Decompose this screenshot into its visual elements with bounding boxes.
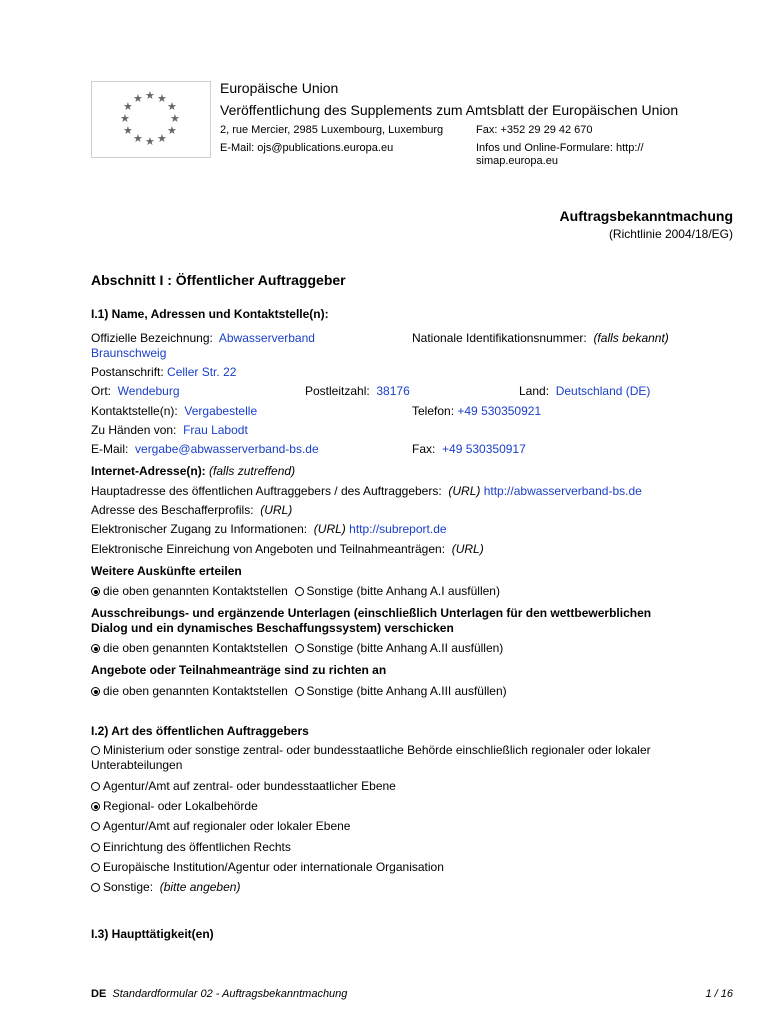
email-row (91, 442, 319, 456)
radio-empty-icon[interactable] (91, 883, 100, 892)
attn-row (91, 423, 248, 437)
radio-empty-icon[interactable] (91, 863, 100, 872)
i2-heading: I.2) Art des öffentlichen Auftraggebers (91, 724, 309, 738)
radio-empty-icon[interactable] (91, 822, 100, 831)
i3-heading: I.3) Haupttätigkeit(en) (91, 927, 214, 941)
docs-opt1-label: die oben genannten Kontaktstellen (103, 641, 288, 655)
star-icon: ★ (157, 133, 167, 145)
elec-submit-row (91, 542, 484, 556)
star-icon: ★ (157, 93, 167, 105)
header-email: E-Mail: ojs@publications.europa.eu (220, 142, 394, 154)
postal-row (91, 365, 236, 379)
buyer-profile-row (91, 503, 292, 517)
main-address-label: Hauptadresse des öffentlichen Auftraggebers / des Auftraggebers: (91, 484, 442, 498)
official-name-value-cont: Braunschweig (91, 346, 167, 360)
header-org: Europäische Union (220, 80, 339, 96)
type-opt1 (91, 743, 651, 757)
radio-empty-icon[interactable] (91, 843, 100, 852)
fax-value: +49 530350917 (442, 442, 526, 456)
buyer-profile-hint: (URL) (260, 503, 293, 517)
further-info-heading: Weitere Auskünfte erteilen (91, 564, 242, 578)
elec-access-label: Elektronischer Zugang zu Informationen: (91, 522, 308, 536)
star-icon: ★ (133, 133, 143, 145)
elec-submit-label: Elektronische Einreichung von Angeboten und Teilnahmeanträgen: (91, 542, 446, 556)
zip-label: Postleitzahl: (305, 384, 370, 398)
fax-label: Fax: (412, 442, 436, 456)
city-label: Ort: (91, 384, 111, 398)
elec-access-link[interactable]: http://subreport.de (349, 522, 447, 536)
type-opt3-label: Regional- oder Lokalbehörde (103, 799, 258, 813)
natid-hint: (falls bekannt) (593, 331, 669, 345)
contact-label: Kontaktstelle(n): (91, 404, 178, 418)
star-icon: ★ (123, 125, 133, 137)
elec-access-row (91, 522, 447, 536)
section-heading: Abschnitt I : Öffentlicher Auftraggeber (91, 272, 346, 288)
eu-logo (91, 81, 211, 158)
internet-hint: (falls zutreffend) (209, 464, 296, 478)
city-row (91, 384, 180, 398)
type-opt1-label: Ministerium oder sonstige zentral- oder bundesstaatliche Behörde einschließlich regionaler oder lokaler (103, 743, 651, 757)
type-opt5-label: Einrichtung des öffentlichen Rechts (103, 840, 291, 854)
further-opt2-label: Sonstige (bitte Anhang A.I ausfüllen) (306, 584, 500, 598)
docs-options (91, 641, 503, 655)
footer-page: 1 / 16 (705, 988, 733, 1000)
main-address-link[interactable]: http://abwasserverband-bs.de (483, 484, 642, 498)
internet-row (91, 464, 295, 478)
main-address-url-hint: (URL) (448, 484, 481, 498)
star-icon: ★ (120, 113, 130, 125)
tenders-opt2-label: Sonstige (bitte Anhang A.III ausfüllen) (306, 684, 507, 698)
buyer-profile-label: Adresse des Beschafferprofils: (91, 503, 254, 517)
type-opt1-cont: Unterabteilungen (91, 758, 183, 772)
footer-form: Standardformular 02 - Auftragsbekanntmachung (112, 988, 348, 1000)
header-info-line1: Infos und Online-Formulare: http:// (476, 142, 644, 154)
star-icon: ★ (123, 101, 133, 113)
official-name-row (91, 331, 315, 345)
header-fax: Fax: +352 29 29 42 670 (476, 124, 593, 136)
natid-label: Nationale Identifikationsnummer: (412, 331, 587, 345)
header-info-line2: simap.europa.eu (476, 155, 558, 167)
internet-label: Internet-Adresse(n): (91, 464, 206, 478)
star-icon: ★ (145, 90, 155, 102)
radio-empty-icon[interactable] (91, 746, 100, 755)
official-name-value: Abwasserverband (218, 331, 315, 345)
postal-value: Celler Str. 22 (167, 365, 237, 379)
zip-value: 38176 (376, 384, 410, 398)
contact-row (91, 404, 257, 418)
zip-row (305, 384, 410, 398)
star-icon: ★ (167, 125, 177, 137)
elec-submit-hint: (URL) (451, 542, 484, 556)
star-icon: ★ (167, 101, 177, 113)
email-label: E-Mail: (91, 442, 129, 456)
i1-heading: I.1) Name, Adressen und Kontaktstelle(n): (91, 307, 329, 321)
natid-row (412, 331, 669, 345)
star-icon: ★ (145, 136, 155, 148)
main-address-row (91, 484, 642, 498)
type-opt4-label: Agentur/Amt auf regionaler oder lokaler Ebene (103, 819, 351, 833)
contact-value: Vergabestelle (184, 404, 258, 418)
type-opt7-label: Sonstige: (103, 880, 154, 894)
attn-label: Zu Händen von: (91, 423, 177, 437)
docs-heading-line1: Ausschreibungs- und ergänzende Unterlagen (einschließlich Unterlagen für den wettbewerblichen (91, 606, 652, 620)
radio-selected-icon[interactable] (91, 644, 100, 653)
type-opt7 (91, 880, 240, 894)
docs-heading-line2: Dialog und ein dynamisches Beschaffungssystem) verschicken (91, 621, 454, 635)
radio-selected-icon[interactable] (91, 587, 100, 596)
footer-lang: DE (91, 988, 107, 1000)
radio-selected-icon[interactable] (91, 802, 100, 811)
country-row (519, 384, 650, 398)
radio-empty-icon[interactable] (295, 644, 304, 653)
radio-empty-icon[interactable] (91, 782, 100, 791)
phone-label: Telefon: (412, 404, 455, 418)
attn-value: Frau Labodt (183, 423, 248, 437)
phone-row (412, 404, 541, 418)
radio-empty-icon[interactable] (295, 587, 304, 596)
country-value: Deutschland (DE) (555, 384, 651, 398)
fax-row (412, 442, 526, 456)
radio-empty-icon[interactable] (295, 687, 304, 696)
type-opt4 (91, 819, 350, 833)
notice-directive: (Richtlinie 2004/18/EG) (608, 227, 733, 241)
country-label: Land: (519, 384, 550, 398)
type-opt6-label: Europäische Institution/Agentur oder internationale Organisation (103, 860, 444, 874)
notice-title: Auftragsbekanntmachung (559, 208, 733, 224)
type-opt6 (91, 860, 444, 874)
tenders-heading: Angebote oder Teilnahmeanträge sind zu richten an (91, 663, 387, 677)
tenders-options (91, 684, 507, 698)
type-opt2-label: Agentur/Amt auf zentral- oder bundesstaatlicher Ebene (103, 779, 396, 793)
type-opt3 (91, 799, 258, 813)
star-icon: ★ (170, 113, 180, 125)
docs-opt2-label: Sonstige (bitte Anhang A.II ausfüllen) (306, 641, 504, 655)
type-opt2 (91, 779, 396, 793)
postal-label: Postanschrift: (91, 365, 164, 379)
phone-value: +49 530350921 (457, 404, 542, 418)
type-opt5 (91, 840, 291, 854)
tenders-opt1-label: die oben genannten Kontaktstellen (103, 684, 288, 698)
header-address: 2, rue Mercier, 2985 Luxembourg, Luxemburg (220, 124, 444, 136)
further-info-options (91, 584, 500, 598)
type-opt7-hint: (bitte angeben) (159, 880, 241, 894)
radio-selected-icon[interactable] (91, 687, 100, 696)
header-subtitle: Veröffentlichung des Supplements zum Amtsblatt der Europäischen Union (220, 102, 679, 118)
further-opt1-label: die oben genannten Kontaktstellen (103, 584, 288, 598)
star-icon: ★ (133, 93, 143, 105)
city-value: Wendeburg (117, 384, 180, 398)
footer-left (91, 988, 347, 1000)
elec-access-hint: (URL) (313, 522, 346, 536)
official-name-label: Offizielle Bezeichnung: (91, 331, 213, 345)
email-link[interactable]: vergabe@abwasserverband-bs.de (135, 442, 319, 456)
